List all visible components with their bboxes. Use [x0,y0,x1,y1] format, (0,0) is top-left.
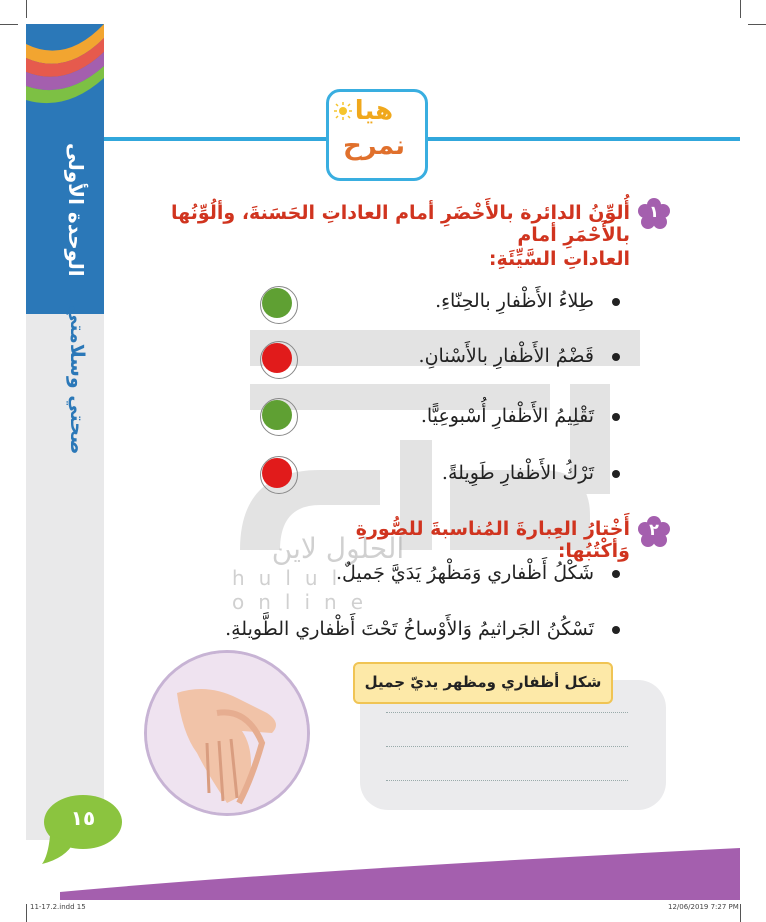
bullet-icon [612,626,620,634]
watermark-arabic: الحلول لاين [271,532,405,565]
answer-label: شكل أظفاري ومظهر يديّ جميل [353,662,613,704]
hands-icon [147,653,307,813]
hands-photo [144,650,310,816]
circle-fill-red [262,458,292,488]
option-text: تَسْكُنُ الجَراثيمُ وَالأَوْساخُ تَحْتَ أَظْفاري الطَّويلةِ. [225,618,594,640]
bullet-icon [612,570,620,578]
habit-item [330,405,620,427]
circle-fill-red [262,343,292,373]
writing-line [386,746,628,747]
badge-line1: هيا [354,96,394,126]
writing-line [386,780,628,781]
question1-title-line2: العاداتِ السَّيِّئَةِ: [488,248,630,270]
circle-fill-green [262,400,292,430]
option-item [200,618,620,640]
bullet-icon [612,413,620,421]
option-text: شَكْلُ أَظْفاري وَمَظْهرُ يَدَيَّ جَميلٌ. [335,562,594,584]
habit-text: قَضْمُ الأَظْفارِ بالأَسْنانِ. [418,345,594,367]
crop-mark [0,24,18,25]
unit-title: الوحدة الأولى [64,143,88,277]
habit-item [330,462,620,484]
answer-circle[interactable] [260,341,298,379]
habit-item [330,345,620,367]
crop-mark [740,904,741,922]
answer-circle[interactable] [260,286,298,324]
watermark-latin: hulul online [232,566,378,614]
answer-circle[interactable] [260,456,298,494]
habit-text: تَرْكُ الأَظْفارِ طَوِيلةً. [441,462,594,484]
question2-number: ٢ [649,520,659,539]
page-number: ١٥ [70,806,96,830]
habit-text: طِلاءُ الأَظْفارِ بالحِنّاءِ. [435,290,594,312]
crop-mark [26,0,27,18]
question1-title-line1: أُلوِّنُ الدائرة بالأَخْضَرِ أمام العاداتِ الحَسَنةَ، وألُوِّنُها بالأَحْمَرِ أمام [171,202,630,246]
badge-line2: نمرح [342,131,406,161]
bubble-tail-icon [40,836,80,866]
bullet-icon [612,353,620,361]
sidebar-stripes-graphic [26,24,104,114]
crop-mark [748,24,766,25]
crop-mark [26,904,27,922]
question1-number: ١ [649,202,659,221]
crop-mark [740,0,741,18]
habit-item [330,290,620,312]
unit-subtitle: صحتي وسلامتي [66,305,88,455]
circle-fill-green [262,288,292,318]
bottom-wave-graphic [0,840,766,900]
writing-line [386,712,628,713]
footer-date: 12/06/2019 7:27 PM [668,903,739,911]
habit-text: تَقْلِيمُ الأَظْفارِ أُسْبوعِيًّا. [420,405,594,427]
bullet-icon [612,298,620,306]
answer-circle[interactable] [260,398,298,436]
question2-title: أَخْتارُ العِبارةَ المُناسبةَ للصُّورةِ وَأكْتُبُها: [355,518,630,562]
bullet-icon [612,470,620,478]
sun-icon [334,102,352,120]
footer-file: 11-17.2.indd 15 [30,903,86,911]
option-item [300,562,620,584]
